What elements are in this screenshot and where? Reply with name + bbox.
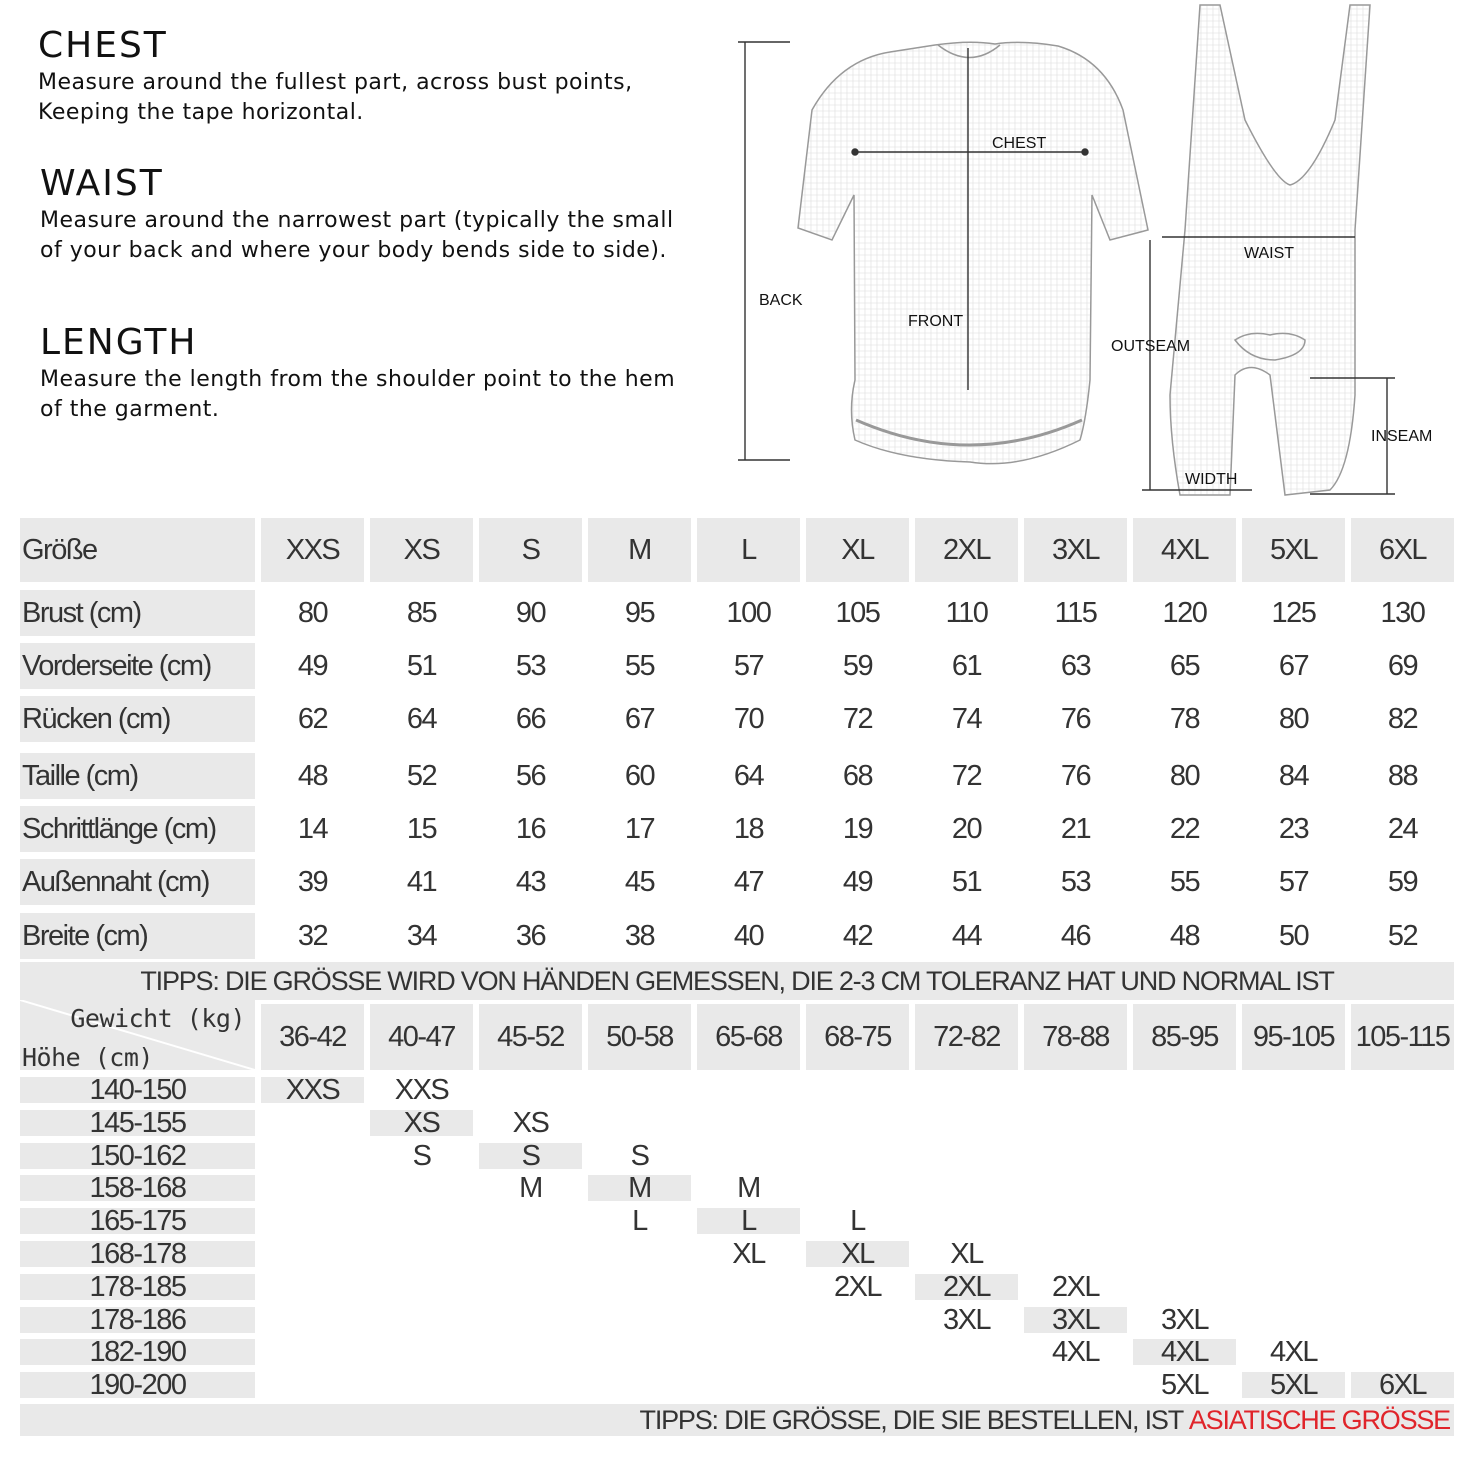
- size-recommendation-cell: 5XL: [1242, 1372, 1345, 1398]
- size-recommendation-cell: XS: [512, 1106, 549, 1139]
- size-value-cell: 48: [297, 759, 328, 792]
- size-recommendation-cell: XXS: [261, 1077, 364, 1103]
- size-recommendation-cell: 3XL: [942, 1303, 991, 1336]
- size-row-label: Außennaht (cm): [20, 859, 255, 905]
- weight-header-cell: 78-88: [1024, 1004, 1127, 1070]
- diagram-width-label: WIDTH: [1185, 471, 1238, 488]
- size-header-cell: M: [588, 518, 691, 582]
- size-recommendation-cell: 4XL: [1051, 1335, 1100, 1368]
- chest-text: Measure around the fullest part, across bust points, Keeping the tape horizontal.: [38, 70, 633, 125]
- size-value-cell: 15: [406, 812, 437, 845]
- size-recommendation-cell: 2XL: [915, 1274, 1018, 1300]
- size-value-cell: 41: [406, 865, 437, 898]
- size-recommendation-cell: M: [588, 1175, 691, 1201]
- size-value-cell: 49: [842, 865, 873, 898]
- size-value-cell: 52: [406, 759, 437, 792]
- size-row-label: Vorderseite (cm): [20, 643, 255, 689]
- size-value-cell: 130: [1380, 596, 1425, 629]
- size-value-cell: 18: [733, 812, 764, 845]
- size-row-label: Rücken (cm): [20, 696, 255, 742]
- size-value-cell: 19: [842, 812, 873, 845]
- height-row-label: 178-186: [20, 1307, 255, 1333]
- size-value-cell: 59: [842, 649, 873, 682]
- size-recommendation-cell: M: [737, 1171, 760, 1204]
- height-row-label: 190-200: [20, 1372, 255, 1398]
- size-header-cell: 2XL: [915, 518, 1018, 582]
- size-recommendation-cell: M: [519, 1171, 542, 1204]
- size-value-cell: 78: [1169, 702, 1200, 735]
- size-value-cell: 51: [406, 649, 437, 682]
- weight-header-cell: 72-82: [915, 1004, 1018, 1070]
- size-recommendation-cell: XXS: [394, 1073, 449, 1106]
- diagram-waist-label: WAIST: [1244, 245, 1295, 262]
- size-value-cell: 64: [406, 702, 437, 735]
- diagram-inseam-label: INSEAM: [1371, 428, 1433, 445]
- size-value-cell: 105: [835, 596, 880, 629]
- size-value-cell: 90: [515, 596, 546, 629]
- weight-header-cell: 95-105: [1242, 1004, 1345, 1070]
- weight-header-cell: 105-115: [1351, 1004, 1454, 1070]
- size-value-cell: 38: [624, 919, 655, 952]
- height-row-label: 150-162: [20, 1143, 255, 1169]
- size-value-cell: 72: [951, 759, 982, 792]
- size-row-label: Breite (cm): [20, 913, 255, 959]
- size-value-cell: 110: [945, 596, 988, 629]
- size-row-label: Taille (cm): [20, 753, 255, 799]
- size-header-cell: XL: [806, 518, 909, 582]
- size-recommendation-cell: XL: [950, 1237, 983, 1270]
- garment-diagram: [730, 0, 1470, 505]
- size-value-cell: 76: [1060, 759, 1091, 792]
- size-recommendation-cell: 2XL: [833, 1270, 882, 1303]
- size-value-cell: 21: [1060, 812, 1091, 845]
- size-row-label: Schrittlänge (cm): [20, 806, 255, 852]
- height-row-label: 178-185: [20, 1274, 255, 1300]
- size-value-cell: 56: [515, 759, 546, 792]
- size-recommendation-cell: S: [479, 1143, 582, 1169]
- height-row-label: 158-168: [20, 1175, 255, 1201]
- asian-size-tip-text: TIPPS: DIE GRÖSSE, DIE SIE BESTELLEN, IST: [639, 1404, 1189, 1435]
- size-value-cell: 43: [515, 865, 546, 898]
- weight-header-cell: 65-68: [697, 1004, 800, 1070]
- size-value-cell: 68: [842, 759, 873, 792]
- diagram-front-label: FRONT: [908, 313, 964, 330]
- size-value-cell: 82: [1387, 702, 1418, 735]
- size-value-cell: 80: [1169, 759, 1200, 792]
- size-value-cell: 72: [842, 702, 873, 735]
- size-value-cell: 16: [515, 812, 546, 845]
- size-value-cell: 44: [951, 919, 982, 952]
- size-header-cell: 4XL: [1133, 518, 1236, 582]
- size-value-cell: 120: [1162, 596, 1207, 629]
- size-recommendation-cell: 5XL: [1160, 1368, 1209, 1401]
- size-value-cell: 49: [297, 649, 328, 682]
- size-recommendation-cell: XL: [806, 1241, 909, 1267]
- size-value-cell: 40: [733, 919, 764, 952]
- size-value-cell: 53: [1060, 865, 1091, 898]
- size-value-cell: 76: [1060, 702, 1091, 735]
- size-value-cell: 125: [1271, 596, 1316, 629]
- size-value-cell: 36: [515, 919, 546, 952]
- size-header-label: Größe: [20, 518, 255, 582]
- height-label: Höhe (cm): [22, 1043, 153, 1072]
- size-value-cell: 85: [406, 596, 437, 629]
- weight-header-cell: 45-52: [479, 1004, 582, 1070]
- size-recommendation-cell: 3XL: [1024, 1307, 1127, 1333]
- size-value-cell: 67: [1278, 649, 1309, 682]
- height-row-label: 140-150: [20, 1077, 255, 1103]
- size-header-cell: L: [697, 518, 800, 582]
- diagram-chest-label: CHEST: [992, 135, 1047, 152]
- size-value-cell: 61: [951, 649, 982, 682]
- size-value-cell: 47: [733, 865, 764, 898]
- size-value-cell: 48: [1169, 919, 1200, 952]
- size-value-cell: 34: [406, 919, 437, 952]
- size-value-cell: 95: [624, 596, 655, 629]
- size-header-cell: XS: [370, 518, 473, 582]
- size-header-cell: S: [479, 518, 582, 582]
- size-value-cell: 57: [1278, 865, 1309, 898]
- asian-size-tip: [20, 1404, 1454, 1436]
- size-row-label: Brust (cm): [20, 590, 255, 636]
- size-recommendation-cell: S: [412, 1139, 431, 1172]
- size-value-cell: 80: [297, 596, 328, 629]
- size-recommendation-cell: XS: [370, 1110, 473, 1136]
- size-value-cell: 20: [951, 812, 982, 845]
- chest-instruction: [38, 26, 718, 128]
- size-value-cell: 69: [1387, 649, 1418, 682]
- size-value-cell: 24: [1387, 812, 1418, 845]
- size-header-cell: XXS: [261, 518, 364, 582]
- size-header-cell: 6XL: [1351, 518, 1454, 582]
- size-recommendation-cell: 2XL: [1051, 1270, 1100, 1303]
- measurement-tip: TIPPS: DIE GRÖSSE WIRD VON HÄNDEN GEMESSEN, DIE 2-3 CM TOLERANZ HAT UND NORMAL IST: [20, 962, 1454, 1000]
- size-header-cell: 3XL: [1024, 518, 1127, 582]
- size-value-cell: 59: [1387, 865, 1418, 898]
- size-value-cell: 22: [1169, 812, 1200, 845]
- length-title: LENGTH: [40, 322, 198, 363]
- size-value-cell: 84: [1278, 759, 1309, 792]
- length-text: Measure the length from the shoulder point to the hem of the garment.: [40, 367, 676, 422]
- size-value-cell: 45: [624, 865, 655, 898]
- height-row-label: 165-175: [20, 1208, 255, 1234]
- size-header-cell: 5XL: [1242, 518, 1345, 582]
- size-value-cell: 57: [733, 649, 764, 682]
- size-recommendation-cell: 4XL: [1133, 1339, 1236, 1365]
- weight-header-cell: 40-47: [370, 1004, 473, 1070]
- size-recommendation-cell: 6XL: [1351, 1372, 1454, 1398]
- weight-header-cell: 50-58: [588, 1004, 691, 1070]
- size-value-cell: 100: [726, 596, 771, 629]
- waist-text: Measure around the narrowest part (typically the small of your back and where your body bends side to side).: [40, 208, 674, 263]
- size-recommendation-cell: L: [850, 1204, 865, 1237]
- size-value-cell: 65: [1169, 649, 1200, 682]
- size-value-cell: 64: [733, 759, 764, 792]
- size-value-cell: 14: [297, 812, 328, 845]
- size-recommendation-cell: 3XL: [1160, 1303, 1209, 1336]
- size-value-cell: 32: [297, 919, 328, 952]
- size-value-cell: 115: [1054, 596, 1097, 629]
- size-value-cell: 42: [842, 919, 873, 952]
- height-row-label: 168-178: [20, 1241, 255, 1267]
- size-value-cell: 39: [297, 865, 328, 898]
- weight-height-corner: [20, 1000, 255, 1070]
- size-value-cell: 60: [624, 759, 655, 792]
- size-value-cell: 50: [1278, 919, 1309, 952]
- size-value-cell: 51: [951, 865, 982, 898]
- size-value-cell: 62: [297, 702, 328, 735]
- waist-instruction: [40, 164, 720, 266]
- size-value-cell: 55: [624, 649, 655, 682]
- waist-title: WAIST: [40, 163, 164, 204]
- weight-header-cell: 85-95: [1133, 1004, 1236, 1070]
- size-recommendation-cell: L: [632, 1204, 647, 1237]
- chest-title: CHEST: [38, 25, 168, 66]
- size-value-cell: 67: [624, 702, 655, 735]
- size-value-cell: 52: [1387, 919, 1418, 952]
- size-value-cell: 53: [515, 649, 546, 682]
- length-instruction: [40, 323, 720, 425]
- jersey-drawing: [798, 42, 1148, 463]
- size-recommendation-cell: XL: [732, 1237, 765, 1270]
- size-recommendation-cell: S: [630, 1139, 649, 1172]
- weight-label: Gewicht (kg): [70, 1004, 245, 1033]
- size-value-cell: 23: [1278, 812, 1309, 845]
- size-value-cell: 17: [624, 812, 655, 845]
- asian-size-tip-highlight: ASIATISCHE GRÖSSE: [1188, 1404, 1450, 1435]
- diagram-back-label: BACK: [759, 292, 803, 309]
- weight-header-cell: 68-75: [806, 1004, 909, 1070]
- weight-header-cell: 36-42: [261, 1004, 364, 1070]
- height-row-label: 182-190: [20, 1339, 255, 1365]
- diagram-outseam-label: OUTSEAM: [1111, 338, 1191, 355]
- size-value-cell: 70: [733, 702, 764, 735]
- size-value-cell: 66: [515, 702, 546, 735]
- height-row-label: 145-155: [20, 1110, 255, 1136]
- size-value-cell: 63: [1060, 649, 1091, 682]
- size-recommendation-cell: 4XL: [1269, 1335, 1318, 1368]
- size-value-cell: 80: [1278, 702, 1309, 735]
- size-value-cell: 55: [1169, 865, 1200, 898]
- size-recommendation-cell: L: [697, 1208, 800, 1234]
- size-value-cell: 74: [951, 702, 982, 735]
- size-value-cell: 88: [1387, 759, 1418, 792]
- size-value-cell: 46: [1060, 919, 1091, 952]
